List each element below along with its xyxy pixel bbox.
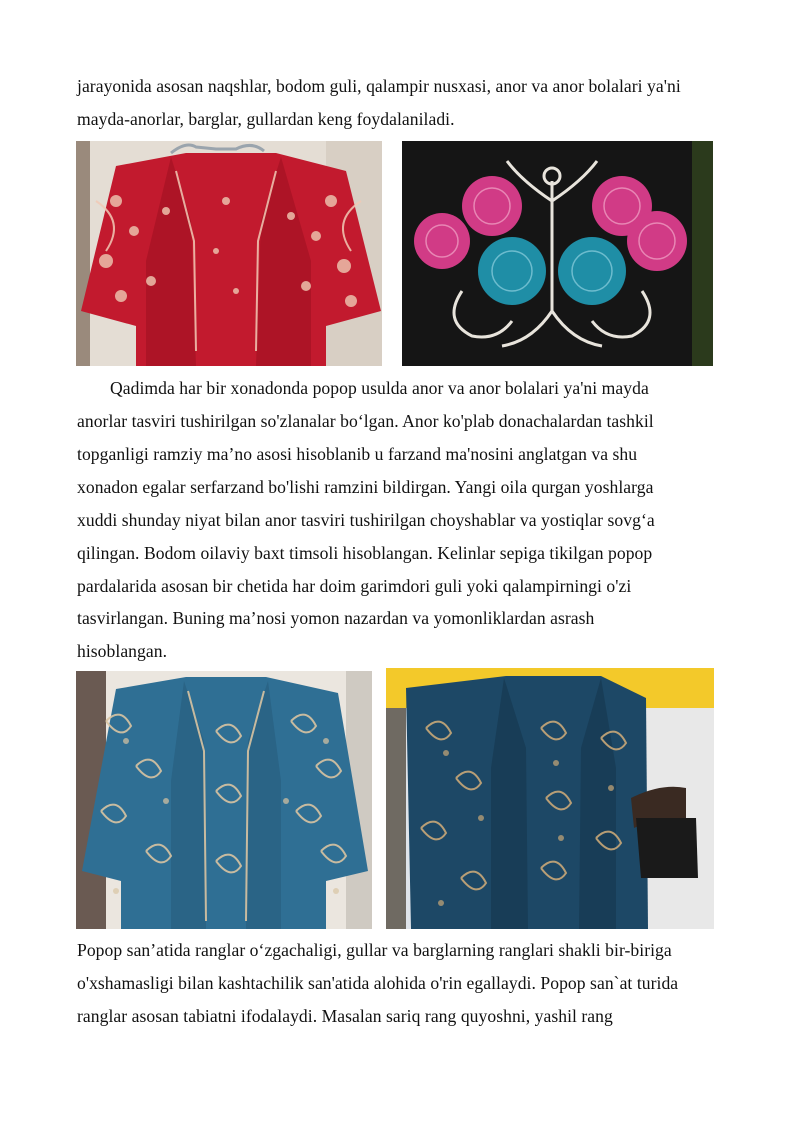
text-line: tasvirlangan. Buning ma’nosi yomon nazardan va yomonliklardan asrash [77, 608, 595, 628]
text-line: xonadon egalar serfarzand bo'lishi ramzini bildirgan. Yangi oila qurgan yoshlarga [77, 477, 654, 497]
text-line: jarayonida asosan naqshlar, bodom guli, qalampir nusxasi, anor va anor bolalari ya'ni [77, 76, 681, 96]
text-line: topganligi ramziy ma’no asosi hisoblanib u farzand ma'nosini anglatgan va shu [77, 444, 638, 464]
text-line: xuddi shunday niyat bilan anor tasviri tushirilgan choyshablar va yostiqlar sovg‘a [77, 510, 655, 530]
photo-pomegranate-embroidery [402, 141, 713, 366]
text-line: ranglar asosan tabiatni ifodalaydi. Masalan sariq rang quyoshni, yashil rang [77, 1006, 613, 1026]
photo-blue-embroidered-jacket [76, 671, 372, 929]
photo-red-embroidered-jacket [76, 141, 382, 366]
text-line: anorlar tasviri tushirilgan so'zlanalar bo‘lgan. Anor ko'plab donachalardan tashkil [77, 411, 654, 431]
text-line: Popop san’atida ranglar o‘zgachaligi, gullar va barglarning ranglari shakli bir-biriga [77, 940, 672, 960]
text-line: o'xshamasligi bilan kashtachilik san'atida alohida o'rin egallaydi. Popop san`at turida [77, 973, 679, 993]
text-line: pardalarida asosan bir chetida har doim garimdori guli yoki qalampirningi o'zi [77, 576, 632, 596]
text-line: qilingan. Bodom oilaviy baxt timsoli hisoblangan. Kelinlar sepiga tikilgan popop [77, 543, 653, 563]
photo-dark-blue-embroidered-garment [386, 668, 714, 929]
text-line: Qadimda har bir xonadonda popop usulda anor va anor bolalari ya'ni mayda [110, 378, 649, 398]
text-line: mayda-anorlar, barglar, gullardan keng foydalaniladi. [77, 109, 455, 129]
text-line: hisoblangan. [77, 641, 168, 661]
